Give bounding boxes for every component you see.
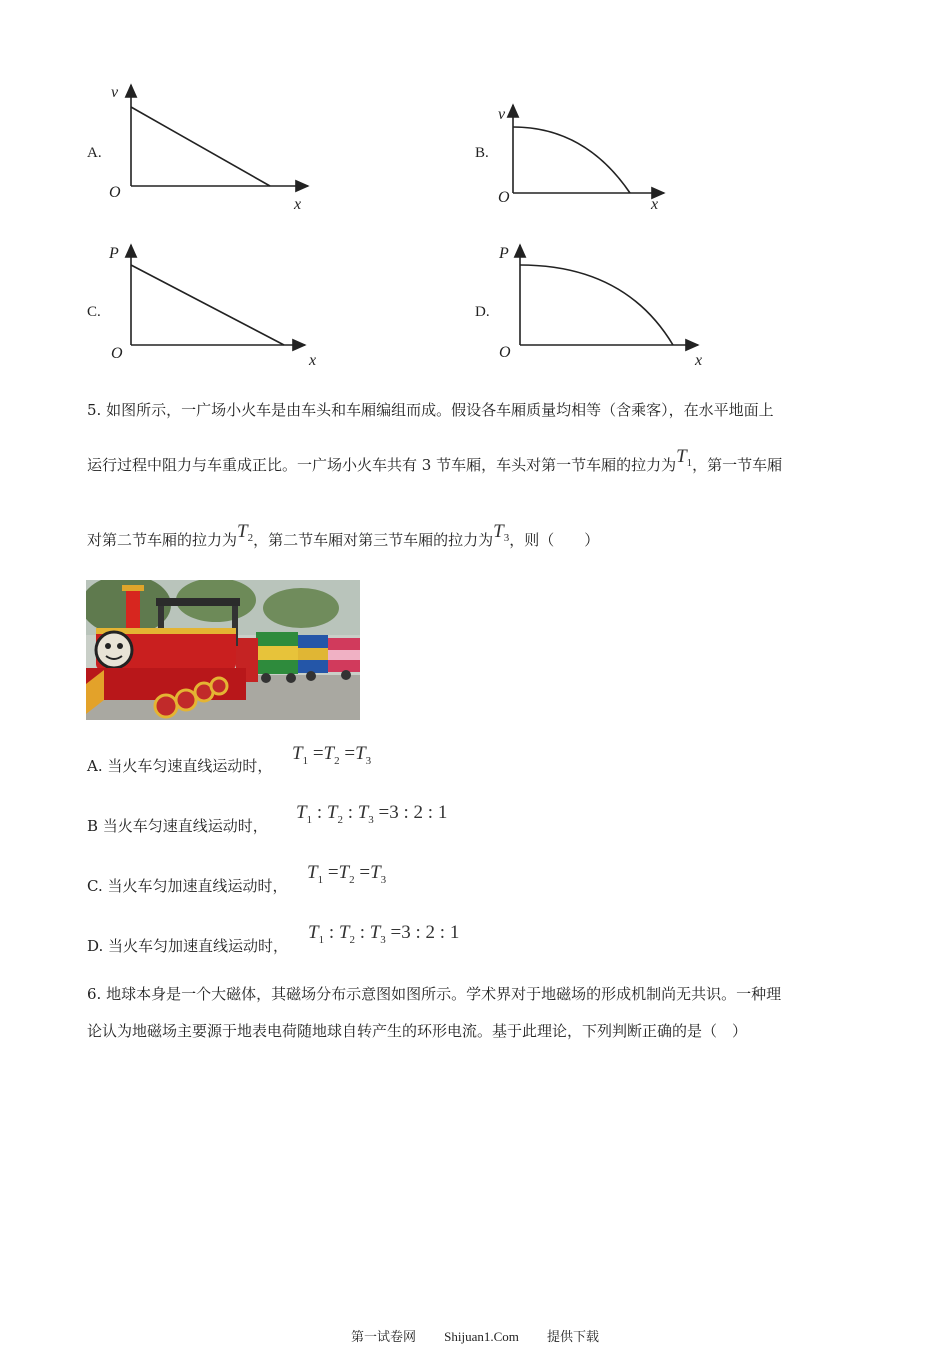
graph-b-label: B. (475, 145, 489, 161)
q5-option-a-text: A. 当火车匀速直线运动时， (87, 757, 273, 775)
y-label: v (498, 106, 506, 123)
footer-site: 第一试卷网 (350, 1330, 416, 1345)
q5-line3-mid: ，第二节车厢对第三节车厢的拉力为 (253, 531, 494, 549)
q5-option-a-equation: $T_1 =T_2 =T_3$ (292, 743, 372, 767)
y-label: P (109, 245, 119, 262)
graph-d (490, 235, 720, 375)
q5-line2-text: 运行过程中阻力与车重成正比。一广场小火车共有 3 节车厢，车头对第一节车厢的拉力为 (87, 456, 677, 474)
y-label: v (111, 84, 119, 101)
graph-a (100, 75, 330, 215)
footer-action: 提供下载 (547, 1330, 600, 1345)
graph-line (131, 107, 270, 186)
graph-c-label: C. (87, 304, 101, 320)
q5-line3-tail: ，则（ ） (509, 531, 600, 549)
origin-label: O (109, 184, 121, 201)
graph-c (100, 235, 330, 375)
q5-option-c-text: C. 当火车匀加速直线运动时， (87, 877, 288, 895)
graph-curve (513, 127, 630, 193)
page-footer (0, 1326, 950, 1345)
t3-symbol: $T_3$ (493, 521, 510, 544)
q5-line3-text: 对第二节车厢的拉力为 (87, 531, 238, 549)
q5-option-d-equation: $T_1$ : $T_2$ : $T_3 =3$ : 2 : 1 (308, 922, 460, 946)
graph-a-label: A. (87, 145, 102, 161)
graph-b (490, 95, 680, 215)
t1-symbol: $T_1$ (676, 446, 693, 469)
graph-line (131, 265, 284, 345)
q5-option-b-equation: $T_1$ : $T_2$ : $T_3 =3$ : 2 : 1 (296, 802, 448, 826)
y-label: P (499, 245, 509, 262)
graph-curve (520, 265, 673, 345)
x-label: x (695, 352, 703, 369)
origin-label: O (498, 189, 510, 206)
origin-label: O (499, 344, 511, 361)
q5-line1: 5. 如图所示，一广场小火车是由车头和车厢编组而成。假设各车厢质量均相等（含乘客），在水平地面上 (87, 401, 774, 419)
footer-domain[interactable]: Shijuan1.Com (444, 1329, 519, 1344)
origin-label: O (111, 345, 123, 362)
q5-line3 (87, 521, 600, 556)
x-label: x (651, 196, 659, 213)
q6-line1: 6. 地球本身是一个大磁体，其磁场分布示意图如图所示。学术界对于地磁场的形成机制尚无共识。一种理 (87, 985, 782, 1003)
q5-option-d-text: D. 当火车匀加速直线运动时， (87, 937, 289, 955)
x-label: x (309, 352, 317, 369)
train-photo (86, 580, 360, 720)
x-label: x (294, 196, 302, 213)
q6-line2: 论认为地磁场主要源于地表电荷随地球自转产生的环形电流。基于此理论，下列判断正确的是（ ） (87, 1022, 748, 1040)
t2-symbol: $T_2$ (237, 521, 254, 544)
graph-d-label: D. (475, 304, 490, 320)
q5-line2 (87, 446, 783, 481)
q5-line2-tail: ，第一节车厢 (692, 456, 783, 474)
q5-option-c-equation: $T_1 =T_2 =T_3$ (307, 862, 387, 886)
q5-option-b-text: B 当火车匀速直线运动时， (87, 817, 268, 835)
